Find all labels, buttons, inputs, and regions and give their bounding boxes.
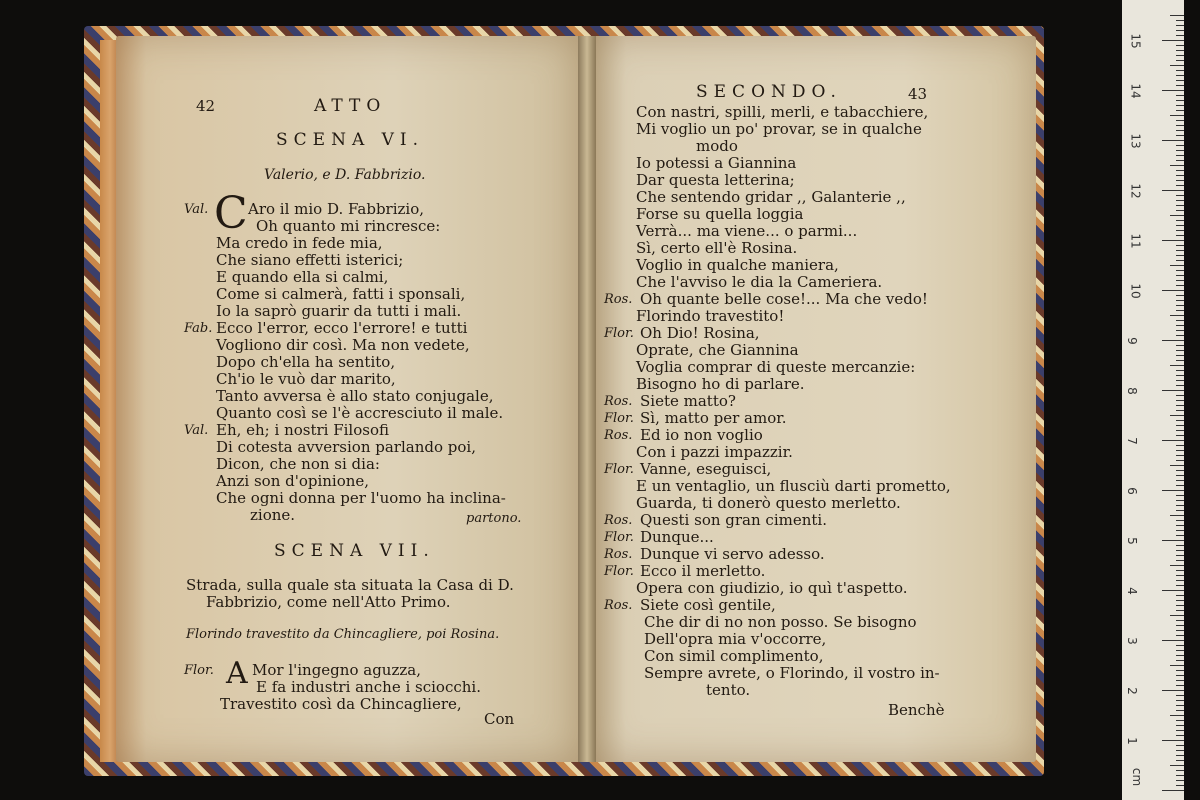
verse-line: Verrà... ma viene... o parmi... [636, 222, 858, 240]
verse-line: Anzi son d'opinione, [216, 472, 370, 490]
ruler-tick [1176, 550, 1184, 551]
ruler-tick [1176, 95, 1184, 96]
ruler-tick [1176, 280, 1184, 281]
ruler-tick [1176, 105, 1184, 106]
ruler-tick [1176, 175, 1184, 176]
ruler-tick [1176, 380, 1184, 381]
ruler-tick [1176, 580, 1184, 581]
ruler-tick [1176, 305, 1184, 306]
exit-note: partono. [466, 511, 522, 526]
ruler-tick [1176, 735, 1184, 736]
ruler-tick [1176, 160, 1184, 161]
drop-cap-a: A [226, 656, 248, 691]
ruler-label: 7 [1124, 437, 1139, 445]
verse-line: Sì, certo ell'è Rosina. [636, 239, 798, 257]
verse-line: Che dir di no non posso. Se bisogno [644, 613, 917, 631]
ruler-label: 14 [1128, 83, 1143, 99]
ruler-tick [1176, 255, 1184, 256]
ruler-tick [1176, 85, 1184, 86]
ruler-label: 10 [1128, 283, 1143, 299]
ruler-tick [1176, 500, 1184, 501]
ruler-tick [1176, 35, 1184, 36]
ruler-tick [1176, 80, 1184, 81]
speaker-label: Flor. [604, 564, 634, 579]
verse-line: Sempre avrete, o Florindo, il vostro in- [644, 664, 940, 682]
verse-line: Dell'opra mia v'occorre, [644, 630, 827, 648]
ruler-label: 2 [1124, 687, 1139, 695]
ruler-tick [1176, 150, 1184, 151]
verse-line: Io la saprò guarir da tutti i mali. [216, 302, 462, 320]
speaker-label: Val. [184, 202, 209, 217]
ruler-tick [1176, 300, 1184, 301]
ruler-tick [1176, 185, 1184, 186]
verse-line: Ma credo in fede mia, [216, 234, 383, 252]
verse-line: Vanne, eseguisci, [640, 460, 772, 478]
verse-line: Con i pazzi impazzir. [636, 443, 793, 461]
ruler-tick [1176, 535, 1184, 536]
verse-line: Aro il mio D. Fabbrizio, [248, 200, 425, 218]
speaker-label: Val. [184, 423, 209, 438]
ruler-tick [1176, 310, 1184, 311]
ruler-tick [1176, 650, 1184, 651]
ruler-tick [1176, 100, 1184, 101]
ruler-tick [1176, 445, 1184, 446]
speaker-label: Flor. [604, 530, 634, 545]
ruler-label: cm [1130, 767, 1145, 787]
verse-line: Dar questa letterina; [636, 171, 795, 189]
drop-cap-c: C [214, 188, 248, 239]
ruler-tick [1162, 240, 1184, 241]
ruler-tick [1176, 410, 1184, 411]
ruler-tick [1176, 75, 1184, 76]
ruler-tick [1176, 505, 1184, 506]
ruler-tick [1176, 425, 1184, 426]
ruler-tick [1176, 645, 1184, 646]
ruler-tick [1176, 420, 1184, 421]
verse-line: Con simil complimento, [644, 647, 824, 665]
ruler-tick [1162, 690, 1184, 691]
ruler-tick [1170, 515, 1184, 516]
verse-line: Con nastri, spilli, merli, e tabacchiere, [636, 103, 929, 121]
ruler-tick [1162, 490, 1184, 491]
ruler-tick [1176, 385, 1184, 386]
ruler-tick [1176, 405, 1184, 406]
ruler-tick [1176, 225, 1184, 226]
ruler-tick [1176, 745, 1184, 746]
setting-line-1: Strada, sulla quale sta situata la Casa di D. [186, 576, 514, 594]
verse-line: Che siano effetti isterici; [216, 251, 404, 269]
catchword-right: Benchè [888, 701, 945, 719]
verse-line: Bisogno ho di parlare. [636, 375, 805, 393]
ruler-tick [1176, 675, 1184, 676]
verse-line: Guarda, ti donerò questo merletto. [636, 494, 901, 512]
ruler-tick [1176, 605, 1184, 606]
scene-title: SCENA VI. [276, 130, 425, 150]
page-number-right: 43 [908, 85, 928, 103]
ruler-tick [1176, 555, 1184, 556]
ruler-tick [1176, 235, 1184, 236]
ruler-tick [1176, 45, 1184, 46]
ruler-tick [1176, 400, 1184, 401]
speaker-label: Ros. [604, 428, 633, 443]
ruler-label: 11 [1128, 233, 1143, 249]
verse-line: Dopo ch'ella ha sentito, [216, 353, 396, 371]
ruler-tick [1170, 365, 1184, 366]
verse-line: zione. [250, 506, 296, 524]
ruler-tick [1162, 390, 1184, 391]
ruler-tick [1176, 130, 1184, 131]
ruler-tick [1176, 25, 1184, 26]
verse-line: Quanto così se l'è accresciuto il male. [216, 404, 504, 422]
ruler-tick [1176, 730, 1184, 731]
ruler-tick [1170, 715, 1184, 716]
ruler-tick [1170, 315, 1184, 316]
ruler-tick [1176, 525, 1184, 526]
ruler-tick [1176, 250, 1184, 251]
ruler-tick [1176, 275, 1184, 276]
ruler-tick [1176, 270, 1184, 271]
ruler-tick [1176, 685, 1184, 686]
verse-line: Che sentendo gridar ,, Galanterie ,, [636, 188, 906, 206]
ruler-tick [1176, 360, 1184, 361]
ruler-tick [1176, 55, 1184, 56]
verse-line: Mor l'ingegno aguzza, [252, 661, 421, 679]
ruler-tick [1170, 465, 1184, 466]
verse-line: modo [696, 137, 738, 155]
ruler-tick [1162, 340, 1184, 341]
ruler-tick [1176, 110, 1184, 111]
verse-line: Io potessi a Giannina [636, 154, 797, 172]
ruler-tick [1176, 245, 1184, 246]
setting-line-2: Fabbrizio, come nell'Atto Primo. [206, 593, 451, 611]
ruler-tick [1162, 140, 1184, 141]
verse-line: Ed io non voglio [640, 426, 763, 444]
speaker-label: Ros. [604, 513, 633, 528]
ruler-tick [1176, 560, 1184, 561]
verse-line: Voglio in qualche maniera, [636, 256, 839, 274]
ruler-tick [1176, 545, 1184, 546]
verse-line: Oh quanto mi rincresce: [256, 217, 441, 235]
ruler-tick [1176, 600, 1184, 601]
ruler-tick [1176, 610, 1184, 611]
ruler-tick [1170, 665, 1184, 666]
ruler-tick [1176, 330, 1184, 331]
verse-line: Voglia comprar di queste mercanzie: [636, 358, 916, 376]
speaker-label: Ros. [604, 547, 633, 562]
speaker-label: Fab. [184, 321, 213, 336]
ruler-label: 6 [1124, 487, 1139, 495]
ruler-tick [1176, 430, 1184, 431]
ruler-tick [1170, 15, 1184, 16]
ruler-label: 13 [1128, 133, 1143, 149]
ruler-tick [1176, 285, 1184, 286]
running-head-left: ATTO [314, 96, 387, 116]
ruler-tick [1170, 765, 1184, 766]
verse-line: Tanto avversa è allo stato conjugale, [216, 387, 494, 405]
ruler-tick [1176, 50, 1184, 51]
verse-line: Vogliono dir così. Ma non vedete, [216, 336, 470, 354]
ruler-tick [1176, 200, 1184, 201]
ruler-tick [1176, 510, 1184, 511]
ruler-tick [1176, 700, 1184, 701]
verse-line: Oh quante belle cose!... Ma che vedo! [640, 290, 928, 308]
ruler-tick [1176, 180, 1184, 181]
ruler-tick [1176, 205, 1184, 206]
ruler-tick [1176, 480, 1184, 481]
ruler-tick [1176, 195, 1184, 196]
ruler-tick [1176, 660, 1184, 661]
ruler-tick [1176, 395, 1184, 396]
page-number-left: 42 [196, 97, 216, 115]
verse-line: Dunque... [640, 528, 714, 546]
catchword-left: Con [484, 710, 515, 728]
ruler-tick [1176, 725, 1184, 726]
ruler-tick [1162, 190, 1184, 191]
ruler-tick [1176, 595, 1184, 596]
ruler-tick [1176, 785, 1184, 786]
verse-line: Dunque vi servo adesso. [640, 545, 825, 563]
ruler-tick [1176, 370, 1184, 371]
ruler-tick [1176, 125, 1184, 126]
ruler-tick [1176, 460, 1184, 461]
ruler-tick [1176, 345, 1184, 346]
ruler-label: 15 [1128, 33, 1143, 49]
verse-line: Oprate, che Giannina [636, 341, 799, 359]
ruler-tick [1176, 495, 1184, 496]
ruler-tick [1176, 210, 1184, 211]
ruler-tick [1176, 325, 1184, 326]
ruler-tick [1162, 440, 1184, 441]
speaker-label: Flor. [184, 663, 214, 678]
ruler-tick [1170, 265, 1184, 266]
speaker-label: Flor. [604, 462, 634, 477]
verse-line: Siete matto? [640, 392, 736, 410]
speaker-label: Ros. [604, 598, 633, 613]
ruler-tick [1162, 40, 1184, 41]
ruler-tick [1176, 585, 1184, 586]
ruler-tick [1176, 720, 1184, 721]
ruler-tick [1176, 620, 1184, 621]
ruler-tick [1176, 680, 1184, 681]
ruler-label: 8 [1124, 387, 1139, 395]
ruler-tick [1176, 375, 1184, 376]
ruler-label: 12 [1128, 183, 1143, 199]
ruler-tick [1176, 755, 1184, 756]
ruler-tick [1176, 355, 1184, 356]
ruler-tick [1176, 60, 1184, 61]
ruler-tick [1170, 215, 1184, 216]
verse-line: Forse su quella loggia [636, 205, 804, 223]
speaker-label: Ros. [604, 394, 633, 409]
ruler-tick [1176, 775, 1184, 776]
ruler-tick [1170, 415, 1184, 416]
ruler-tick [1176, 630, 1184, 631]
ruler-tick [1176, 350, 1184, 351]
verse-line: Questi son gran cimenti. [640, 511, 827, 529]
verse-line: Mi voglio un po' provar, se in qualche [636, 120, 922, 138]
speaker-label: Ros. [604, 292, 633, 307]
ruler-tick [1162, 90, 1184, 91]
verse-line: Eh, eh; i nostri Filosofi [216, 421, 389, 439]
ruler-tick [1176, 30, 1184, 31]
verse-line: Opera con giudizio, io quì t'aspetto. [636, 579, 908, 597]
ruler-tick [1176, 470, 1184, 471]
right-page [596, 36, 1036, 762]
ruler-tick [1176, 135, 1184, 136]
verse-line: Siete così gentile, [640, 596, 776, 614]
ruler-tick [1176, 475, 1184, 476]
ruler-tick [1176, 435, 1184, 436]
verse-line: Ecco l'error, ecco l'errore! e tutti [216, 319, 468, 337]
ruler-tick [1176, 520, 1184, 521]
ruler-label: 3 [1124, 637, 1139, 645]
ruler-tick [1176, 220, 1184, 221]
ruler-tick [1176, 750, 1184, 751]
ruler-tick [1162, 590, 1184, 591]
verse-line: Come si calmerà, fatti i sponsali, [216, 285, 466, 303]
verse-line: Ecco il merletto. [640, 562, 766, 580]
verse-line: Che ogni donna per l'uomo ha inclina- [216, 489, 506, 507]
ruler-tick [1170, 65, 1184, 66]
verse-line: Sì, matto per amor. [640, 409, 787, 427]
ruler-tick [1176, 320, 1184, 321]
ruler-tick [1176, 20, 1184, 21]
running-head-right: SECONDO. [696, 82, 842, 102]
ruler-tick [1176, 120, 1184, 121]
ruler-label: 1 [1124, 737, 1139, 745]
ruler-tick [1176, 485, 1184, 486]
scene-characters: Valerio, e D. Fabbrizio. [264, 167, 426, 183]
ruler-tick [1176, 295, 1184, 296]
verse-line: Di cotesta avversion parlando poi, [216, 438, 476, 456]
ruler-label: 9 [1124, 337, 1139, 345]
ruler-label: 5 [1124, 537, 1139, 545]
ruler-tick [1176, 770, 1184, 771]
verse-line: E un ventaglio, un flusciù darti prometto, [636, 477, 951, 495]
ruler-tick [1176, 575, 1184, 576]
ruler-tick [1176, 710, 1184, 711]
verse-line: E fa industri anche i sciocchi. [256, 678, 481, 696]
verse-line: Travestito così da Chincagliere, [220, 695, 462, 713]
ruler-tick [1170, 615, 1184, 616]
ruler-tick [1162, 640, 1184, 641]
ruler-tick [1170, 165, 1184, 166]
ruler-tick [1176, 780, 1184, 781]
verse-line: Oh Dio! Rosina, [640, 324, 760, 342]
ruler-tick [1176, 705, 1184, 706]
verse-line: E quando ella si calmi, [216, 268, 389, 286]
ruler-tick [1162, 790, 1184, 791]
ruler-label: 4 [1124, 587, 1139, 595]
ruler-tick [1176, 570, 1184, 571]
speaker-label: Flor. [604, 326, 634, 341]
verse-line: Florindo travestito! [636, 307, 785, 325]
ruler-tick [1176, 450, 1184, 451]
ruler-tick [1176, 155, 1184, 156]
ruler-tick [1176, 70, 1184, 71]
ruler-tick [1176, 695, 1184, 696]
verse-line: Che l'avviso le dia la Cameriera. [636, 273, 883, 291]
ruler-tick [1176, 530, 1184, 531]
measuring-ruler [1122, 0, 1184, 800]
ruler-tick [1176, 655, 1184, 656]
ruler-tick [1176, 230, 1184, 231]
ruler-tick [1170, 115, 1184, 116]
ruler-tick [1162, 540, 1184, 541]
ruler-tick [1176, 670, 1184, 671]
speaker-label: Flor. [604, 411, 634, 426]
ruler-tick [1176, 625, 1184, 626]
ruler-tick [1162, 290, 1184, 291]
ruler-tick [1170, 565, 1184, 566]
verse-line: Ch'io le vuò dar marito, [216, 370, 396, 388]
ruler-tick [1176, 260, 1184, 261]
left-page [116, 36, 578, 762]
ruler-tick [1176, 170, 1184, 171]
ruler-tick [1176, 635, 1184, 636]
verse-line: Dicon, che non si dia: [216, 455, 380, 473]
ruler-tick [1162, 740, 1184, 741]
book-gutter [578, 36, 596, 762]
ruler-tick [1176, 335, 1184, 336]
ruler-tick [1176, 760, 1184, 761]
ruler-tick [1176, 145, 1184, 146]
scene-characters-2: Florindo travestito da Chincagliere, poi Rosina. [186, 627, 500, 642]
ruler-tick [1176, 455, 1184, 456]
verse-line: tento. [706, 681, 751, 699]
scene-title-2: SCENA VII. [274, 541, 435, 561]
